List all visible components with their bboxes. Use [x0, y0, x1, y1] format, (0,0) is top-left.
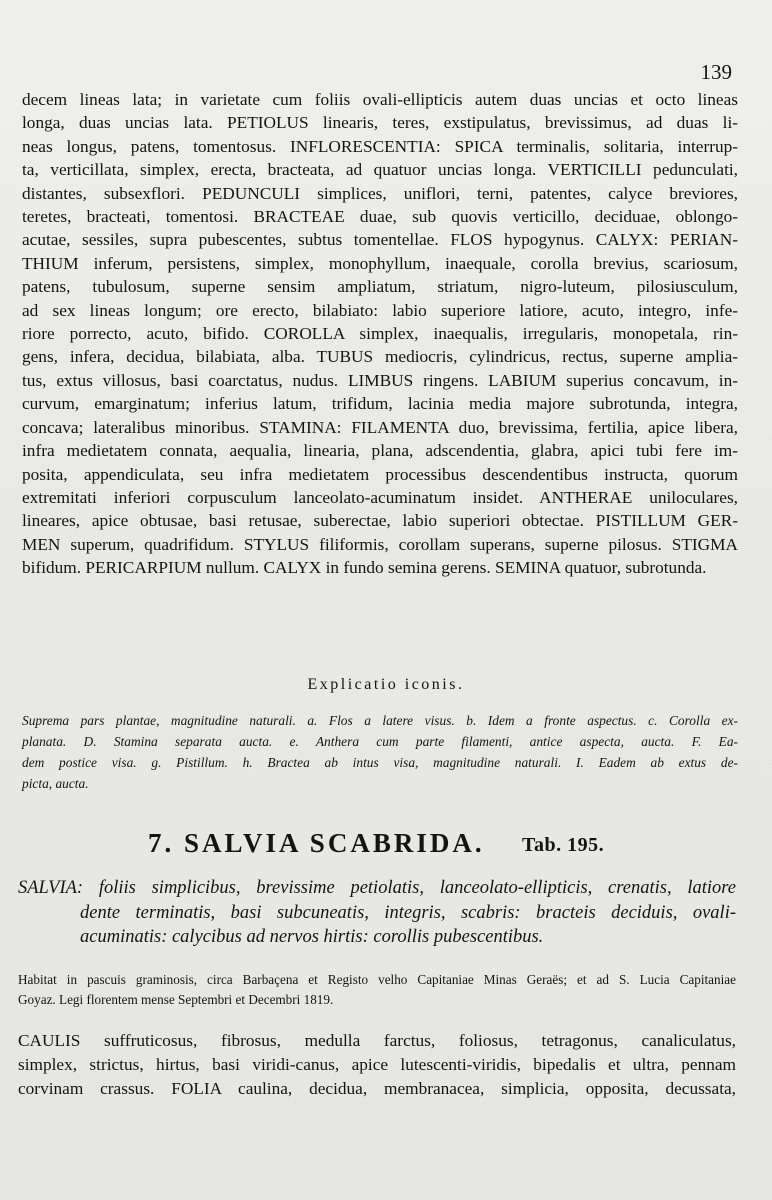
explicatio-line: Suprema pars plantae, magnitudine naturali. a. Flos a latere visus. b. Idem a fronte aspectus. c. Corolla ex-	[22, 713, 738, 728]
text-line: concava; lateralibus minoribus. STAMINA: FILAMENTA duo, brevissima, fertilia, apice libera,	[22, 417, 738, 437]
explicatio-line: dem postice visa. g. Pistillum. h. Bractea ab intus visa, magnitudine naturali. I. Eadem ab extus de-	[22, 755, 738, 770]
text-line: MEN superum, quadrifidum. STYLUS filiformis, corollam superans, superne pilosus. STIGMA	[22, 534, 738, 554]
caulis-line: simplex, strictus, hirtus, basi viridi-canus, apice lutescenti-viridis, bipedalis et ultra, pennam	[18, 1055, 736, 1074]
explicatio-line: planata. D. Stamina separata aucta. e. Anthera cum parte filamenti, antice aspecta, aucta. F. Ea-	[22, 734, 738, 749]
caulis-paragraph	[18, 1029, 736, 1101]
text-line: teretes, bracteati, tomentosi. BRACTEAE duae, sub quovis verticillo, deciduae, oblongo-	[22, 207, 738, 227]
text-line: bifidum. PERICARPIUM nullum. CALYX in fundo semina gerens. SEMINA quatuor, subrotunda.	[22, 558, 707, 578]
text-line: longa, duas uncias lata. PETIOLUS linearis, teres, exstipulatus, brevissimus, ad duas li-	[22, 113, 738, 133]
text-line: curvum, emarginatum; inferius latum, trifidum, lacinia media majore subrotunda, integra,	[22, 394, 738, 414]
text-line: ta, verticillata, simplex, erecta, bracteata, ad quatuor uncias longa. VERTICILLI pedunculati,	[22, 160, 738, 180]
text-line: decem lineas lata; in varietate cum foliis ovali-ellipticis autem duas uncias et octo lineas	[22, 90, 738, 109]
text-line: riore porrecto, acuto, bifido. COROLLA simplex, inaequalis, irregularis, monopetala, rin-	[22, 324, 738, 344]
text-line: infra medietatem connata, aequalia, linearia, plana, adscendentia, glabra, apici tubi fere im-	[22, 441, 738, 461]
text-line: gens, infera, decidua, bilabiata, alba. TUBUS mediocris, cylindricus, rectus, superne amplia-	[22, 347, 738, 367]
explicatio-heading: Explicatio iconis.	[307, 676, 465, 693]
diagnosis-line: acuminatis: calycibus ad nervos hirtis: corollis pubescentibus.	[80, 927, 544, 947]
text-line: lineares, apice obtusae, basi retusae, suberectae, labio superiori obtectae. PISTILLUM GER-	[22, 511, 738, 531]
description-paragraph	[22, 88, 738, 580]
habitat-line: Goyaz. Legi florentem mense Septembri et Decembri 1819.	[18, 992, 334, 1007]
text-line: ad sex lineas longum; ore erecto, bilabiato: labio superiore latiore, acuto, integro, infe-	[22, 300, 738, 320]
text-line: THIUM inferum, persistens, simplex, monophyllum, inaequale, corolla brevius, scariosum,	[22, 253, 738, 273]
habitat-paragraph	[18, 970, 736, 1010]
diagnosis-paragraph	[18, 876, 736, 950]
explicatio-line: picta, aucta.	[22, 776, 89, 791]
text-line: neas longus, patens, tomentosus. INFLORESCENTIA: SPICA terminalis, solitaria, interrup-	[22, 136, 738, 156]
text-line: distantes, subsexflori. PEDUNCULI simplices, uniflori, terni, patentes, calyce breviores,	[22, 183, 738, 203]
explicatio-paragraph	[22, 710, 738, 794]
caulis-line: corvinam crassus. FOLIA caulina, decidua, membranacea, simplicia, opposita, decussata,	[18, 1079, 736, 1098]
text-line: patens, tubulosum, superne sensim ampliatum, striatum, nigro-luteum, pilosiusculum,	[22, 277, 738, 297]
plate-reference: Tab. 195.	[522, 834, 605, 856]
text-line: acutae, sessiles, supra pubescentes, subtus tomentellae. FLOS hypogynus. CALYX: PERIAN-	[22, 230, 738, 250]
habitat-line: Habitat in pascuis graminosis, circa Barbaçena et Registo velho Capitaniae Minas Geraës; et ad S. Lucia Capitaniae	[18, 972, 736, 987]
species-title: 7. SALVIA SCABRIDA.	[148, 828, 485, 858]
caulis-line: CAULIS suffruticosus, fibrosus, medulla farctus, foliosus, tetragonus, canaliculatus,	[18, 1031, 736, 1050]
diagnosis-line: SALVIA: foliis simplicibus, brevissime petiolatis, lanceolato-ellipticis, crenatis, latiore	[18, 878, 736, 898]
text-line: extremitati inferiori corpusculum lanceolato-acuminatum insidet. ANTHERAE uniloculares,	[22, 487, 738, 507]
text-line: tus, extus villosus, basi coarctatus, nudus. LIMBUS ringens. LABIUM superius concavum, in-	[22, 370, 738, 390]
diagnosis-line: dente terminatis, basi subcuneatis, integris, scabris: bracteis deciduis, ovali-	[80, 902, 736, 923]
page-number: 139	[700, 60, 732, 84]
text-line: posita, appendiculata, seu infra medietatem processibus descendentibus instructa, quorum	[22, 464, 738, 484]
